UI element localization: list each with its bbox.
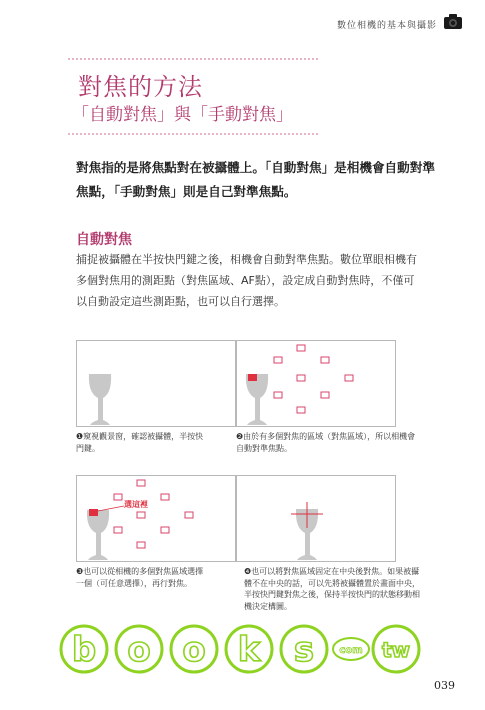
paragraph-line: 捕捉被攝體在半按快門鍵之後，相機會自動對準焦點。數位單眼相機有	[76, 253, 417, 266]
paragraph-line: 多個對焦用的測距點（對焦區域、AF點），設定成自動對焦時，不僅可	[76, 274, 415, 287]
watermark-letter: o	[182, 630, 206, 670]
running-header: 數位相機的基本與攝影	[336, 21, 437, 31]
watermark-letter: k	[237, 630, 261, 670]
select-here-label: 選這裡	[124, 500, 148, 509]
watermark-com: com	[339, 645, 363, 656]
intro-paragraph	[76, 156, 446, 204]
wine-glass-illustration	[77, 341, 235, 426]
watermark-letter: s	[293, 630, 315, 670]
viewfinder-figure-2	[236, 340, 396, 427]
camera-icon	[443, 13, 463, 30]
books-com-tw-watermark	[58, 623, 428, 675]
selected-focus-point-illustration	[77, 476, 235, 561]
title-top-rule	[68, 58, 318, 60]
section-heading: 自動對焦	[76, 232, 132, 248]
page-subtitle: 「自動對焦」與「手動對焦」	[72, 105, 293, 125]
intro-line: 對焦指的是將焦點對在被攝體上。「自動對焦」是相機會自動對準	[76, 160, 435, 175]
figure-caption-4: ❹也可以將對焦區域固定在中央後對焦。如果被攝 體不在中央的話，可以先將被攝體置於畫面中央， 半按快門鍵對焦之後，保持半按快門的狀態移動相 機決定構圖。	[244, 567, 420, 611]
focus-points-illustration	[237, 341, 395, 426]
viewfinder-figure-3	[76, 475, 236, 562]
section-paragraph	[76, 249, 452, 312]
page-title: 對焦的方法	[78, 73, 203, 101]
figure-caption-3: ❸也可以從相機的多個對焦區域選擇 一個（可任意選擇），再行對焦。	[76, 567, 204, 588]
page-number: 039	[434, 679, 455, 692]
figure-caption-1: ❶窺視觀景窗，確認被攝體，半按快 門鍵。	[76, 432, 204, 453]
watermark-tw: tw	[381, 638, 411, 662]
figure-caption-2: ❷由於有多個對焦的區域（對焦區域），所以相機會 自動對準焦點。	[236, 432, 416, 453]
watermark-letter: o	[127, 630, 151, 670]
viewfinder-figure-4	[236, 475, 396, 562]
intro-line: 焦點，「手動對焦」則是自己對準焦點。	[76, 184, 297, 199]
center-focus-illustration	[237, 476, 395, 561]
watermark-letter: b	[71, 630, 97, 670]
title-bottom-rule	[68, 133, 318, 135]
paragraph-line: 以自動設定這些測距點，也可以自行選擇。	[76, 295, 285, 308]
viewfinder-figure-1	[76, 340, 236, 427]
